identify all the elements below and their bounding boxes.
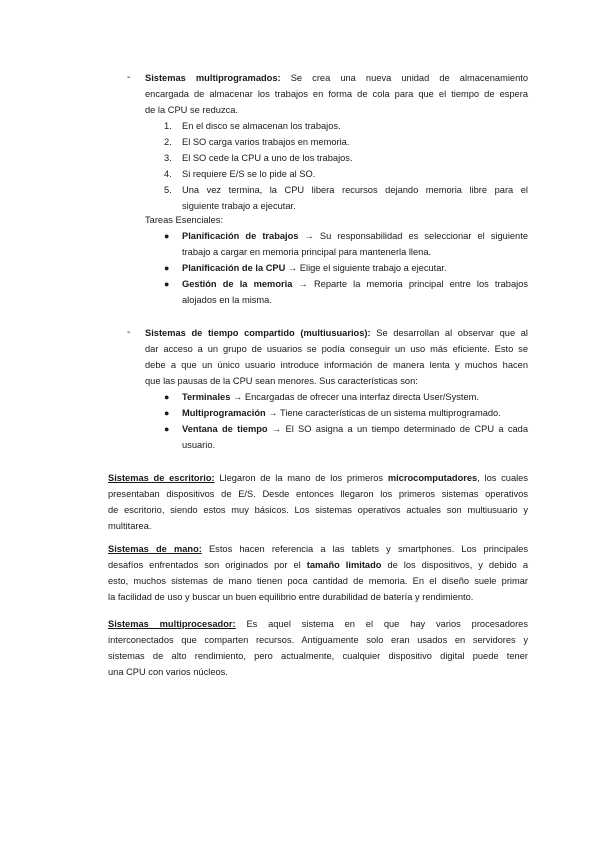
- desktop-text: Llegaron de la mano de los primeros: [219, 473, 384, 483]
- bullet-dot: ●: [164, 424, 170, 434]
- dash-bullet: -: [127, 72, 131, 83]
- timeshare-line1: Se desarrollan al observar que al: [376, 328, 528, 338]
- timeshare-item: [182, 421, 528, 453]
- multiproc-line2: interconectados que comparten recursos. Antiguamente solo eran usados en servidores y: [108, 635, 528, 645]
- desktop-text: , los cuales: [477, 473, 528, 483]
- step-number: 3.: [164, 153, 172, 163]
- multiproc-line4: una CPU con varios núcleos.: [108, 667, 228, 677]
- step-number: 2.: [164, 137, 172, 147]
- task-text-line: alojados en la misma.: [182, 295, 272, 305]
- step-number: 1.: [164, 121, 172, 131]
- task-text: → Elige el siguiente trabajo a ejecutar.: [287, 263, 447, 273]
- timeshare-item-text: → Encargadas de ofrecer una interfaz directa User/System.: [233, 392, 479, 402]
- timeshare-item-title: Terminales: [182, 392, 231, 402]
- timeshare-item-title: Multiprogramación: [182, 408, 266, 418]
- timeshare-item-text-line: usuario.: [182, 440, 216, 450]
- bullet-dot: ●: [164, 231, 170, 241]
- task-title: Planificación de la CPU: [182, 263, 286, 273]
- task-title: Planificación de trabajos: [182, 231, 299, 241]
- step-text: El SO carga varios trabajos en memoria.: [182, 137, 350, 147]
- multiproc-paragraph: [108, 616, 528, 680]
- handheld-paragraph: [108, 541, 528, 605]
- task-item: [182, 228, 528, 260]
- timeshare-item: [182, 405, 528, 421]
- desktop-line4: multitarea.: [108, 521, 152, 531]
- handheld-text: desafíos enfrentados son originados por el: [108, 560, 301, 570]
- bullet-dot: ●: [164, 392, 170, 402]
- step-number: 4.: [164, 169, 172, 179]
- step-text-line: Una vez termina, la CPU libera recursos dejando memoria libre para el: [182, 185, 528, 195]
- handheld-line1: Estos hacen referencia a las tablets y smartphones. Los principales: [208, 544, 528, 554]
- desktop-title: Sistemas de escritorio:: [108, 473, 215, 483]
- timeshare-line3: debe a que un único usuario introduce información de manera lenta y muchos hacen: [145, 360, 528, 370]
- bullet-dot: ●: [164, 263, 170, 273]
- task-item: [182, 260, 528, 276]
- timeshare-item-text: → Tiene características de un sistema multiprogramado.: [268, 408, 501, 418]
- timeshare-item-text: → El SO asigna a un tiempo determinado de CPU a cada: [271, 424, 528, 434]
- dash-bullet: -: [127, 327, 131, 338]
- task-text-line: trabajo a cargar en memoria principal para mantenerla llena.: [182, 247, 432, 257]
- handheld-bold-term: tamaño limitado: [306, 560, 382, 570]
- step-text-line: siguiente trabajo a ejecutar.: [182, 201, 296, 211]
- multiproc-line1: Es aquel sistema en el que hay varios procesadores: [246, 619, 528, 629]
- step-text: En el disco se almacenan los trabajos.: [182, 121, 341, 131]
- multiproc-title: Sistemas multiprocesador:: [108, 619, 236, 629]
- multiprog-title: Sistemas multiprogramados:: [145, 73, 281, 83]
- desktop-line2: presentaban dispositivos de E/S. Desde entonces llegaron los primeros sistemas operativos: [108, 489, 528, 499]
- task-text: → Reparte la memoria principal entre los trabajos: [298, 279, 528, 289]
- step-text: [182, 182, 528, 214]
- multiprog-line2: encargada de almacenar los trabajos en forma de cola para que el tiempo de espera: [145, 89, 528, 99]
- desktop-bold-term: microcomputadores: [387, 473, 478, 483]
- timeshare-title: Sistemas de tiempo compartido (multiusuarios):: [145, 328, 371, 338]
- multiprog-line1: Se crea una nueva unidad de almacenamiento: [290, 73, 528, 83]
- step-text: Si requiere E/S se lo pide al SO.: [182, 169, 316, 179]
- timeshare-line4: que las pausas de la CPU sean menores. Sus características son:: [145, 376, 418, 386]
- timeshare-paragraph: [145, 325, 528, 389]
- timeshare-line2: dar acceso a un grupo de usuarios se podía conseguir un uso más eficiente. Esto se: [145, 344, 528, 354]
- task-item: [182, 276, 528, 308]
- bullet-dot: ●: [164, 279, 170, 289]
- multiprog-line3: de la CPU se reduzca.: [145, 105, 239, 115]
- desktop-paragraph: [108, 470, 528, 534]
- timeshare-item-title: Ventana de tiempo: [182, 424, 268, 434]
- handheld-line3: esto, muchos sistemas de mano tienen poca cantidad de memoria. En el diseño suele primar: [108, 576, 528, 586]
- handheld-title: Sistemas de mano:: [108, 544, 202, 554]
- step-text: El SO cede la CPU a uno de los trabajos.: [182, 153, 353, 163]
- task-text: → Su responsabilidad es seleccionar el siguiente: [304, 231, 528, 241]
- timeshare-item: [182, 389, 528, 405]
- tasks-label: Tareas Esenciales:: [145, 215, 224, 225]
- handheld-line4: la facilidad de uso y buscar un buen equilibrio entre durabilidad de batería y rendimiento.: [108, 592, 474, 602]
- handheld-text: de los dispositivos, y debido a: [387, 560, 528, 570]
- task-title: Gestión de la memoria: [182, 279, 293, 289]
- multiproc-line3: sistemas de alto rendimiento, pero actualmente, cualquier dispositivo digital puede tener: [108, 651, 528, 661]
- step-number: 5.: [164, 185, 172, 195]
- bullet-dot: ●: [164, 408, 170, 418]
- desktop-line3: de escritorio, siendo estos muy básicos. Los sistemas operativos actuales son multiusuario y: [108, 505, 528, 515]
- multiprog-paragraph: [145, 70, 528, 118]
